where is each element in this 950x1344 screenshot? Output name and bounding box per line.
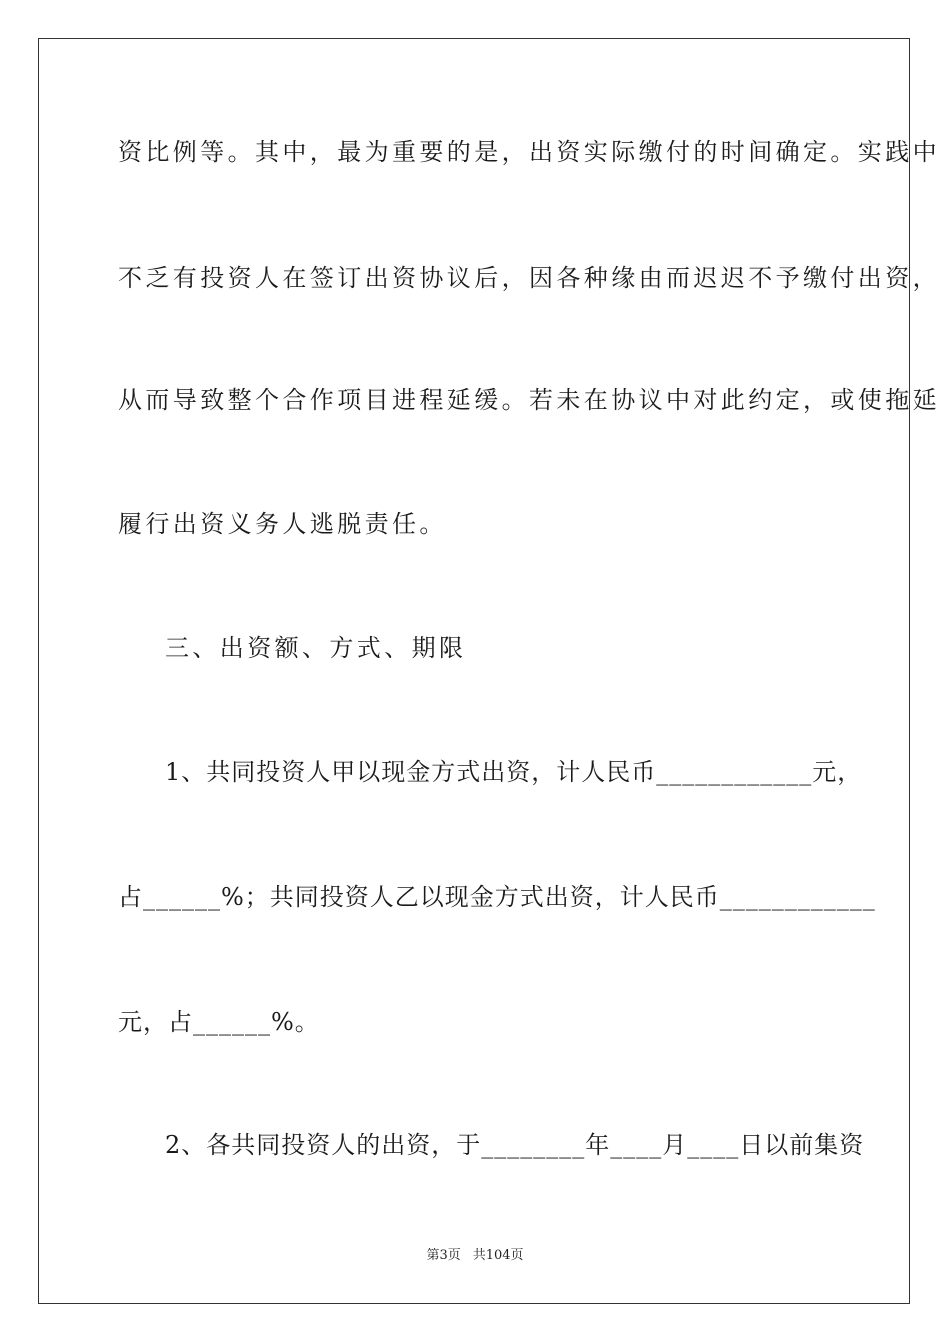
body-text-line: 履行出资义务人逃脱责任。 xyxy=(118,510,447,538)
body-text-line: 从而导致整个合作项目进程延缓。若未在协议中对此约定，或使拖延 xyxy=(118,386,940,414)
section-heading: 三、出资额、方式、期限 xyxy=(165,634,467,662)
body-text-line: 元，占______%。 xyxy=(118,1008,320,1036)
body-text-line: 2、各共同投资人的出资，于________年____月____日以前集资 xyxy=(165,1131,865,1159)
body-text-line: 占______%；共同投资人乙以现金方式出资，计人民币____________ xyxy=(118,883,876,911)
body-text-line: 1、共同投资人甲以现金方式出资，计人民币____________元， xyxy=(165,758,863,786)
page-number: 第3页 xyxy=(426,1248,461,1263)
body-text-line: 资比例等。其中，最为重要的是，出资实际缴付的时间确定。实践中 xyxy=(118,138,940,166)
page-border xyxy=(38,38,940,1304)
page-footer xyxy=(0,1248,950,1264)
page-total: 共104页 xyxy=(472,1248,524,1263)
body-text-line: 不乏有投资人在签订出资协议后，因各种缘由而迟迟不予缴付出资， xyxy=(118,264,940,292)
